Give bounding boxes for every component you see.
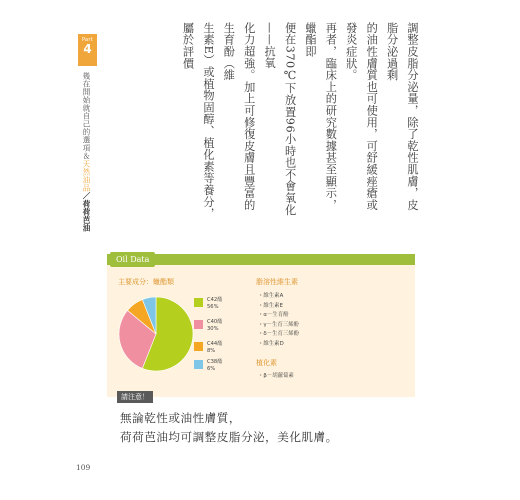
phytochemicals-list bbox=[258, 372, 294, 382]
legend-swatch bbox=[194, 360, 203, 369]
legend-label: C38酯 6% bbox=[207, 359, 223, 372]
text-column: 再者，臨床上的研究數據甚至顯示，蠟酯即 bbox=[303, 22, 338, 211]
chapter-title-bold: ／荷荷芭油 bbox=[82, 192, 91, 232]
legend-swatch bbox=[194, 298, 203, 307]
part-label: Part bbox=[81, 37, 94, 43]
fat-soluble-vitamins-list bbox=[258, 292, 299, 350]
oil-data-title: Oil Data bbox=[110, 252, 155, 267]
note-line: 荷荷芭油均可調整皮脂分泌，美化肌膚。 bbox=[120, 430, 338, 444]
body-text bbox=[176, 22, 422, 220]
text-column: 的油性膚質也可使用，可舒緩痤瘡或發炎症狀。 bbox=[344, 22, 379, 211]
fat-soluble-vitamins-title: 脂溶性維生素 bbox=[256, 278, 298, 286]
text-column: 生素E）或植物固醇、植化素等養分，屬於評價 bbox=[181, 22, 215, 220]
list-item: ・δ－生育三烯酚 bbox=[258, 331, 300, 338]
legend-label: C42酯 56% bbox=[207, 297, 223, 310]
legend-swatch bbox=[194, 342, 203, 351]
list-item: ・β－胡蘿蔔素 bbox=[258, 373, 294, 379]
chapter-title-plain: 幾在開始就自己的選項＆ bbox=[82, 72, 91, 160]
part-tab bbox=[78, 34, 97, 66]
note-text bbox=[120, 409, 338, 447]
list-item: ・γ－生育三烯酚 bbox=[258, 321, 299, 328]
composition-pie-chart bbox=[114, 292, 204, 374]
part-number: 4 bbox=[83, 42, 92, 56]
note-label: 請注意！ bbox=[117, 391, 153, 403]
page-number: 109 bbox=[76, 463, 91, 472]
chapter-title-highlight: 天然油品 bbox=[82, 160, 91, 192]
main-components-label: 主要成分：蠟酯類 bbox=[118, 278, 174, 286]
legend-swatch bbox=[194, 320, 203, 329]
list-item: ・維生素E bbox=[258, 302, 283, 309]
text-column: 調整皮脂分泌量，除了乾性肌膚，皮脂分泌過剩 bbox=[385, 22, 419, 211]
legend-label: C40酯 30% bbox=[207, 319, 223, 332]
text-column: 便在370℃下放置96小時也不會氧化——抗氧 bbox=[263, 22, 297, 216]
legend-label: C44酯 8% bbox=[207, 341, 223, 354]
text-column bbox=[176, 22, 177, 220]
text-column: 化力超強。加上可修復皮膚且豐富的生育酚（維 bbox=[222, 22, 256, 211]
list-item: ・維生素A bbox=[258, 293, 284, 299]
chapter-title bbox=[82, 72, 91, 232]
list-item: ・α－生育酚 bbox=[258, 312, 289, 319]
phytochemicals-title: 植化素 bbox=[256, 359, 277, 367]
note-line: 無論乾性或油性膚質， bbox=[120, 411, 241, 425]
list-item: ・維生素D bbox=[258, 340, 284, 347]
